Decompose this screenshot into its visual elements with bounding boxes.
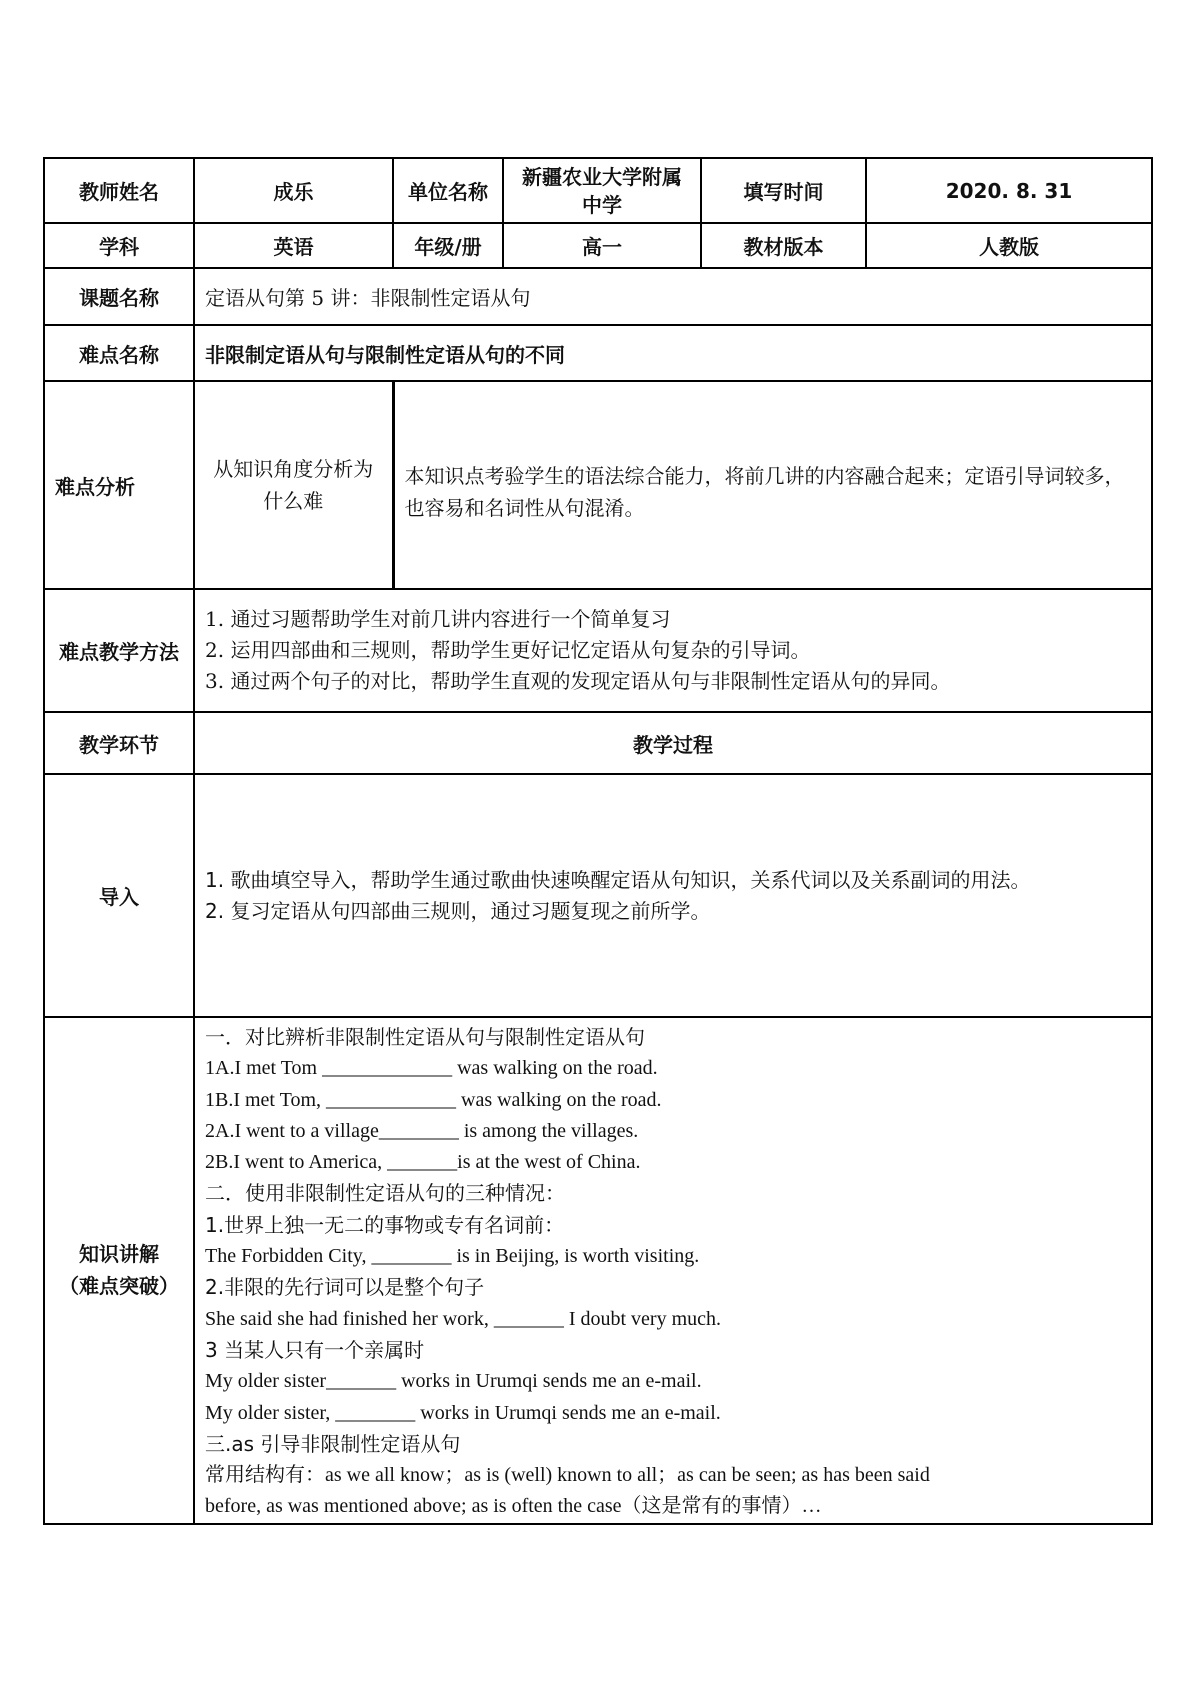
knowledge-label-cell: [44, 1017, 194, 1524]
knowledge-sentence: She said she had finished her work, _______ I doubt very much.: [205, 1307, 722, 1330]
date-value: 2020. 8. 31: [866, 158, 1152, 223]
difficulty-row: [44, 325, 1152, 381]
method-list: [194, 589, 1152, 712]
knowledge-sentence: The Forbidden City, ________ is in Beijing, is worth visiting.: [205, 1245, 700, 1268]
difficulty-value: 非限制定语从句与限制性定语从句的不同: [194, 325, 1152, 381]
knowledge-heading: 2.非限的先行词可以是整个句子: [205, 1275, 485, 1300]
knowledge-sentence: 1A.I met Tom _____________ was walking on the road.: [205, 1057, 658, 1080]
unit-label: 单位名称: [393, 158, 503, 223]
knowledge-sentence: My older sister_______ works in Urumqi sends me an e-mail.: [205, 1370, 702, 1393]
knowledge-sentence: My older sister, ________ works in Urumqi sends me an e-mail.: [205, 1401, 721, 1424]
analysis-label: 难点分析: [44, 381, 194, 589]
knowledge-content: [194, 1017, 1152, 1524]
subject-value: 英语: [194, 223, 393, 268]
analysis-sub-label: 从知识角度分析为什么难: [194, 381, 393, 589]
knowledge-label: 知识讲解: [79, 1242, 159, 1267]
topic-row: [44, 268, 1152, 325]
knowledge-heading: 1.世界上独一无二的事物或专有名词前：: [205, 1212, 565, 1237]
method-label: 难点教学方法: [44, 589, 194, 712]
knowledge-sentence: 1B.I met Tom, _____________ was walking on the road.: [205, 1088, 662, 1111]
grade-value: 高一: [503, 223, 701, 268]
knowledge-row: [44, 1017, 1152, 1524]
header-row-1: [44, 158, 1152, 223]
knowledge-sentence: 2B.I went to America, _______is at the west of China.: [205, 1151, 641, 1174]
grade-label: 年级/册: [393, 223, 503, 268]
intro-item: 2. 复习定语从句四部曲三规则，通过习题复现之前所学。: [205, 898, 711, 923]
knowledge-lines: [205, 1022, 1141, 1523]
date-label: 填写时间: [701, 158, 866, 223]
intro-item: 1. 歌曲填空导入，帮助学生通过歌曲快速唤醒定语从句知识，关系代词以及关系副词的用法。: [205, 867, 1031, 892]
topic-label: 课题名称: [44, 268, 194, 325]
knowledge-heading: 3 当某人只有一个亲属时: [205, 1337, 425, 1362]
teacher-name: 成乐: [194, 158, 393, 223]
knowledge-heading: 二．使用非限制性定语从句的三种情况：: [205, 1181, 565, 1206]
process-row: [44, 712, 1152, 774]
method-item: 1. 通过习题帮助学生对前几讲内容进行一个简单复习: [205, 607, 671, 631]
knowledge-sentence: before, as was mentioned above; as is often the case（这是常有的事情）…: [205, 1495, 822, 1518]
method-item: 2. 运用四部曲和三规则，帮助学生更好记忆定语从句复杂的引导词。: [205, 638, 811, 662]
intro-label: 导入: [44, 774, 194, 1017]
difficulty-label: 难点名称: [44, 325, 194, 381]
knowledge-sentence: 常用结构有：as we all know；as is (well) known to all；as can be seen; as has been said: [205, 1464, 930, 1487]
intro-list: [194, 774, 1152, 1017]
knowledge-sentence: 2A.I went to a village________ is among the villages.: [205, 1119, 639, 1142]
knowledge-heading: 一．对比辨析非限制性定语从句与限制性定语从句: [205, 1025, 645, 1049]
knowledge-heading: 三.as 引导非限制性定语从句: [205, 1431, 461, 1456]
teacher-label: 教师姓名: [44, 158, 194, 223]
lesson-plan-table: [43, 157, 1153, 1525]
method-item: 3. 通过两个句子的对比，帮助学生直观的发现定语从句与非限制性定语从句的异同。: [205, 669, 951, 693]
knowledge-sub-label: （难点突破）: [59, 1274, 179, 1299]
edition-label: 教材版本: [701, 223, 866, 268]
analysis-text: 本知识点考验学生的语法综合能力，将前几讲的内容融合起来；定语引导词较多，也容易和名词性从句混淆。: [393, 381, 1152, 589]
process-value: 教学过程: [194, 712, 1152, 774]
topic-value: 定语从句第 5 讲：非限制性定语从句: [194, 268, 1152, 325]
analysis-row: [44, 381, 1152, 589]
edition-value: 人教版: [866, 223, 1152, 268]
method-row: [44, 589, 1152, 712]
unit-name: 新疆农业大学附属中学: [503, 158, 701, 223]
header-row-2: [44, 223, 1152, 268]
subject-label: 学科: [44, 223, 194, 268]
intro-row: [44, 774, 1152, 1017]
process-label: 教学环节: [44, 712, 194, 774]
